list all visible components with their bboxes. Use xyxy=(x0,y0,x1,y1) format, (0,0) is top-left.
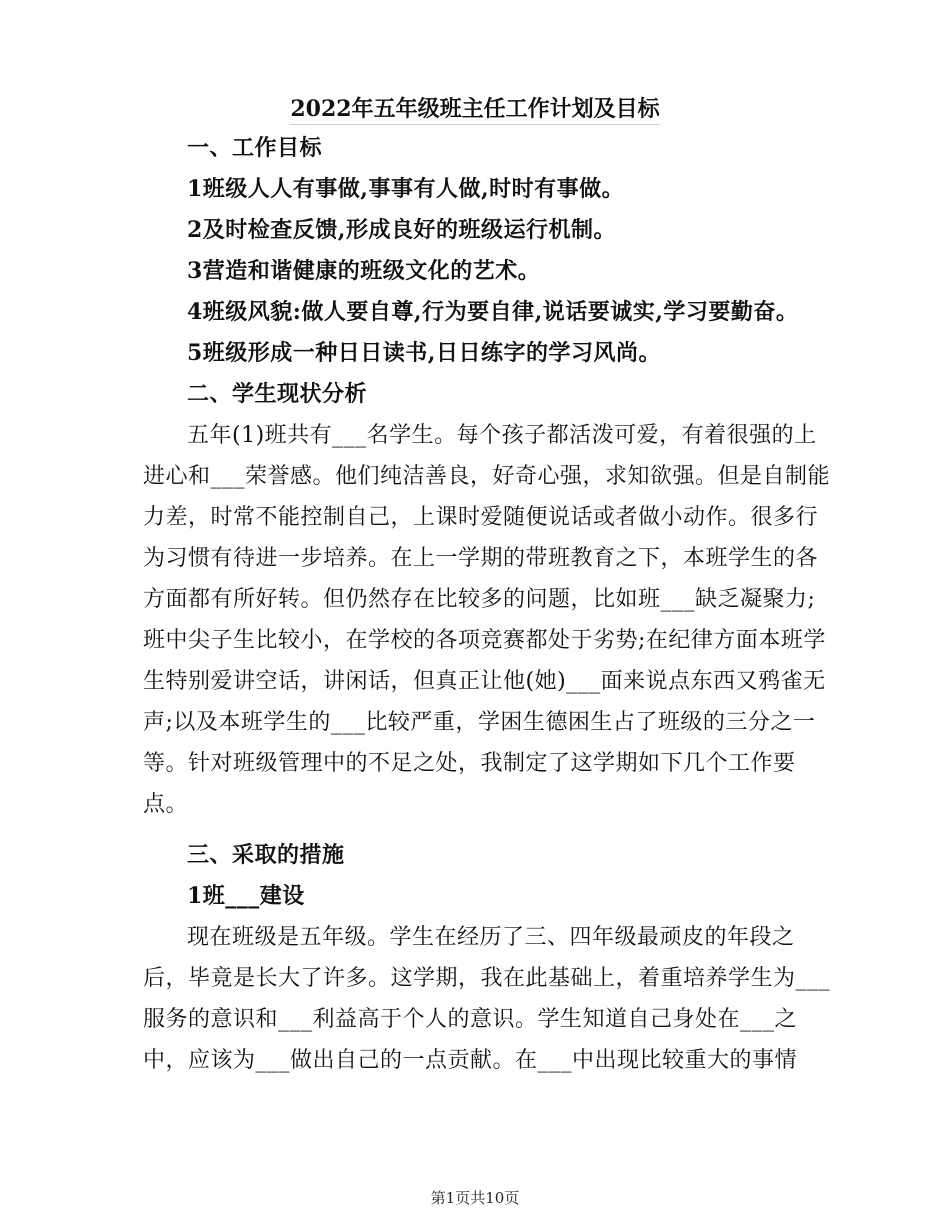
text-line: 声;以及本班学生的___比较严重，学困生德困生占了班级的三分之一 xyxy=(143,710,816,735)
text-line: 2及时检查反馈,形成良好的班级运行机制。 xyxy=(187,217,616,243)
document-title-text: 2022年五年级班主任工作计划及目标 xyxy=(290,96,659,125)
text-line: 为习惯有待进一步培养。在上一学期的带班教育之下，本班学生的各 xyxy=(143,546,819,571)
text-line: 二、学生现状分析 xyxy=(187,381,368,407)
text-line: 4班级风貌:做人要自尊,行为要自律,说话要诚实,学习要勤奋。 xyxy=(187,299,799,325)
document-body xyxy=(143,128,831,1081)
text-line: 点。 xyxy=(143,792,189,817)
text-line: 5班级形成一种日日读书,日日练字的学习风尚。 xyxy=(187,340,661,366)
text-line: 力差，时常不能控制自己，上课时爱随便说话或者做小动作。很多行 xyxy=(143,505,819,530)
text-line: 一、工作目标 xyxy=(187,135,323,161)
text-line: 现在班级是五年级。学生在经历了三、四年级最顽皮的年段之 xyxy=(187,925,795,950)
text-line: 等。针对班级管理中的不足之处，我制定了这学期如下几个工作要 xyxy=(143,751,796,776)
text-line: 3营造和谐健康的班级文化的艺术。 xyxy=(187,258,541,284)
text-line: 进心和___荣誉感。他们纯洁善良，好奇心强，求知欲强。但是自制能 xyxy=(143,464,831,489)
text-line: 服务的意识和___利益高于个人的意识。学生知道自己身处在___之 xyxy=(143,1007,798,1032)
page-footer: 第1页共10页 xyxy=(430,1189,520,1207)
text-line: 1班___建设 xyxy=(187,883,305,909)
text-line: 方面都有所好转。但仍然存在比较多的问题，比如班___缺乏凝聚力; xyxy=(143,587,816,612)
document-title xyxy=(0,92,950,126)
text-line: 五年(1)班共有___名学生。每个孩子都活泼可爱，有着很强的上 xyxy=(187,423,817,448)
text-line: 中，应该为___做出自己的一点贡献。在___中出现比较重大的事情 xyxy=(143,1048,798,1073)
text-line: 后，毕竟是长大了许多。这学期，我在此基础上，着重培养学生为___ xyxy=(143,966,831,991)
text-line: 三、采取的措施 xyxy=(187,842,345,868)
text-line: 1班级人人有事做,事事有人做,时时有事做。 xyxy=(187,176,625,202)
text-line: 生特别爱讲空话，讲闲话，但真正让他(她)___面来说点东西又鸦雀无 xyxy=(143,669,826,694)
text-line: 班中尖子生比较小，在学校的各项竞赛都处于劣势;在纪律方面本班学 xyxy=(143,628,826,653)
